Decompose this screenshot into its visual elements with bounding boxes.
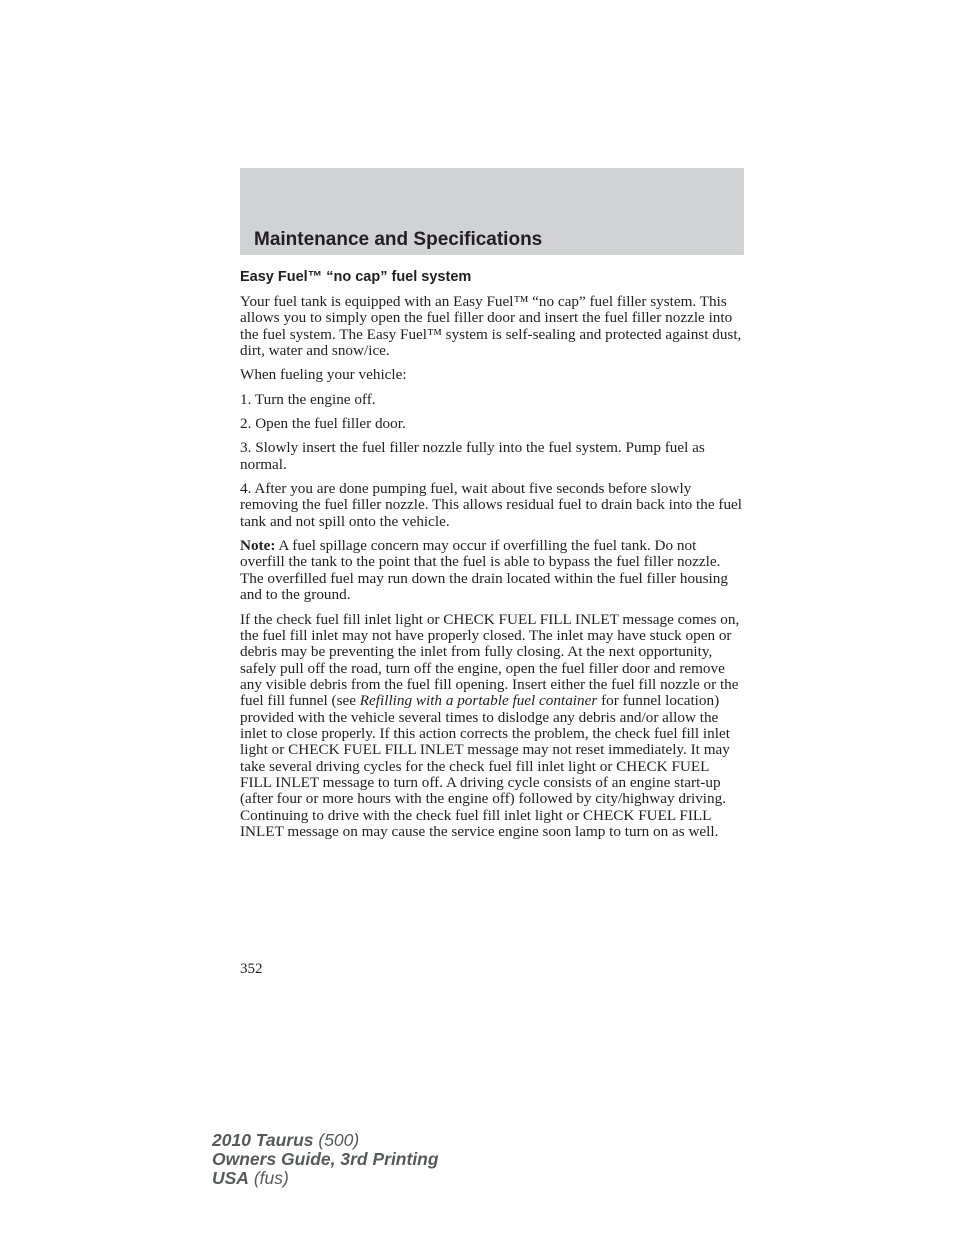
cross-reference: Refilling with a portable fuel container: [359, 692, 598, 710]
footer-line-model: [212, 1131, 439, 1150]
intro-paragraph: Your fuel tank is equipped with an Easy Fuel™ “no cap” fuel filler system. This allows you to simply open the fuel filler door and insert the fuel filler nozzle into the fuel system. The Easy Fuel™ system is self-sealing and protected against dust, dirt, water and snow/ice.: [240, 293, 742, 360]
footer-model: 2010 Taurus: [212, 1130, 314, 1150]
section-title: Maintenance and Specifications: [254, 229, 543, 250]
document-footer: [212, 1131, 439, 1188]
footer-line-guide: [212, 1150, 439, 1169]
footer-model-code: (500): [318, 1130, 360, 1150]
step-3: 3. Slowly insert the fuel filler nozzle fully into the fuel system. Pump fuel as normal.: [240, 439, 705, 473]
footer-market-code: (fus): [253, 1168, 289, 1188]
fill-inlet-text-1: If the check fuel fill inlet light or CHECK FUEL FILL INLET message comes on, the fuel fill inlet may not have properly closed. The inlet may have stuck open or debris may be preventing the inlet from fully closing. At the next opportunity, safely pull off the road, turn off the engine, open the fuel filler door and remove any visible debris from the fuel fill opening. Insert either the fuel fill nozzle or the fuel fill funnel (see: [240, 610, 740, 710]
step-2: 2. Open the fuel filler door.: [240, 415, 406, 433]
step-1: 1. Turn the engine off.: [240, 390, 376, 408]
fill-inlet-paragraph: [240, 612, 744, 841]
footer-market: USA: [212, 1168, 249, 1188]
note-label: Note:: [240, 537, 276, 555]
steps-lead: When fueling your vehicle:: [240, 366, 407, 384]
footer-line-market: [212, 1169, 439, 1188]
page-number: 352: [240, 961, 263, 977]
note-paragraph: [240, 538, 744, 603]
article-body: [240, 267, 744, 848]
fill-inlet-text-2: for funnel location) provided with the vehicle several times to dislodge any debris and/or allow the inlet to close properly. If this action corrects the problem, the check fuel fill inlet light or CHECK FUEL FILL INLET message may not reset immediately. It may take several driving cycles for the check fuel fill inlet light or CHECK FUEL FILL INLET message to turn off. A driving cycle consists of an engine start-up (after four or more hours with the engine off) followed by city/highway driving. Continuing to drive with the check fuel fill inlet light or CHECK FUEL FILL INLET message on may cause the service engine soon lamp to turn on as well.: [240, 692, 730, 840]
section-header-band: [240, 168, 744, 255]
step-4: 4. After you are done pumping fuel, wait about five seconds before slowly removing the fuel filler nozzle. This allows residual fuel to drain back into the fuel tank and not spill onto the vehicle.: [240, 480, 743, 530]
footer-guide: Owners Guide, 3rd Printing: [212, 1149, 439, 1169]
note-text: A fuel spillage concern may occur if overfilling the fuel tank. Do not overfill the tank to the point that the fuel is able to bypass the fuel filler nozzle. The overfilled fuel may run down the drain located within the fuel filler housing and to the ground.: [240, 537, 728, 604]
article-heading: Easy Fuel™ “no cap” fuel system: [240, 269, 472, 285]
